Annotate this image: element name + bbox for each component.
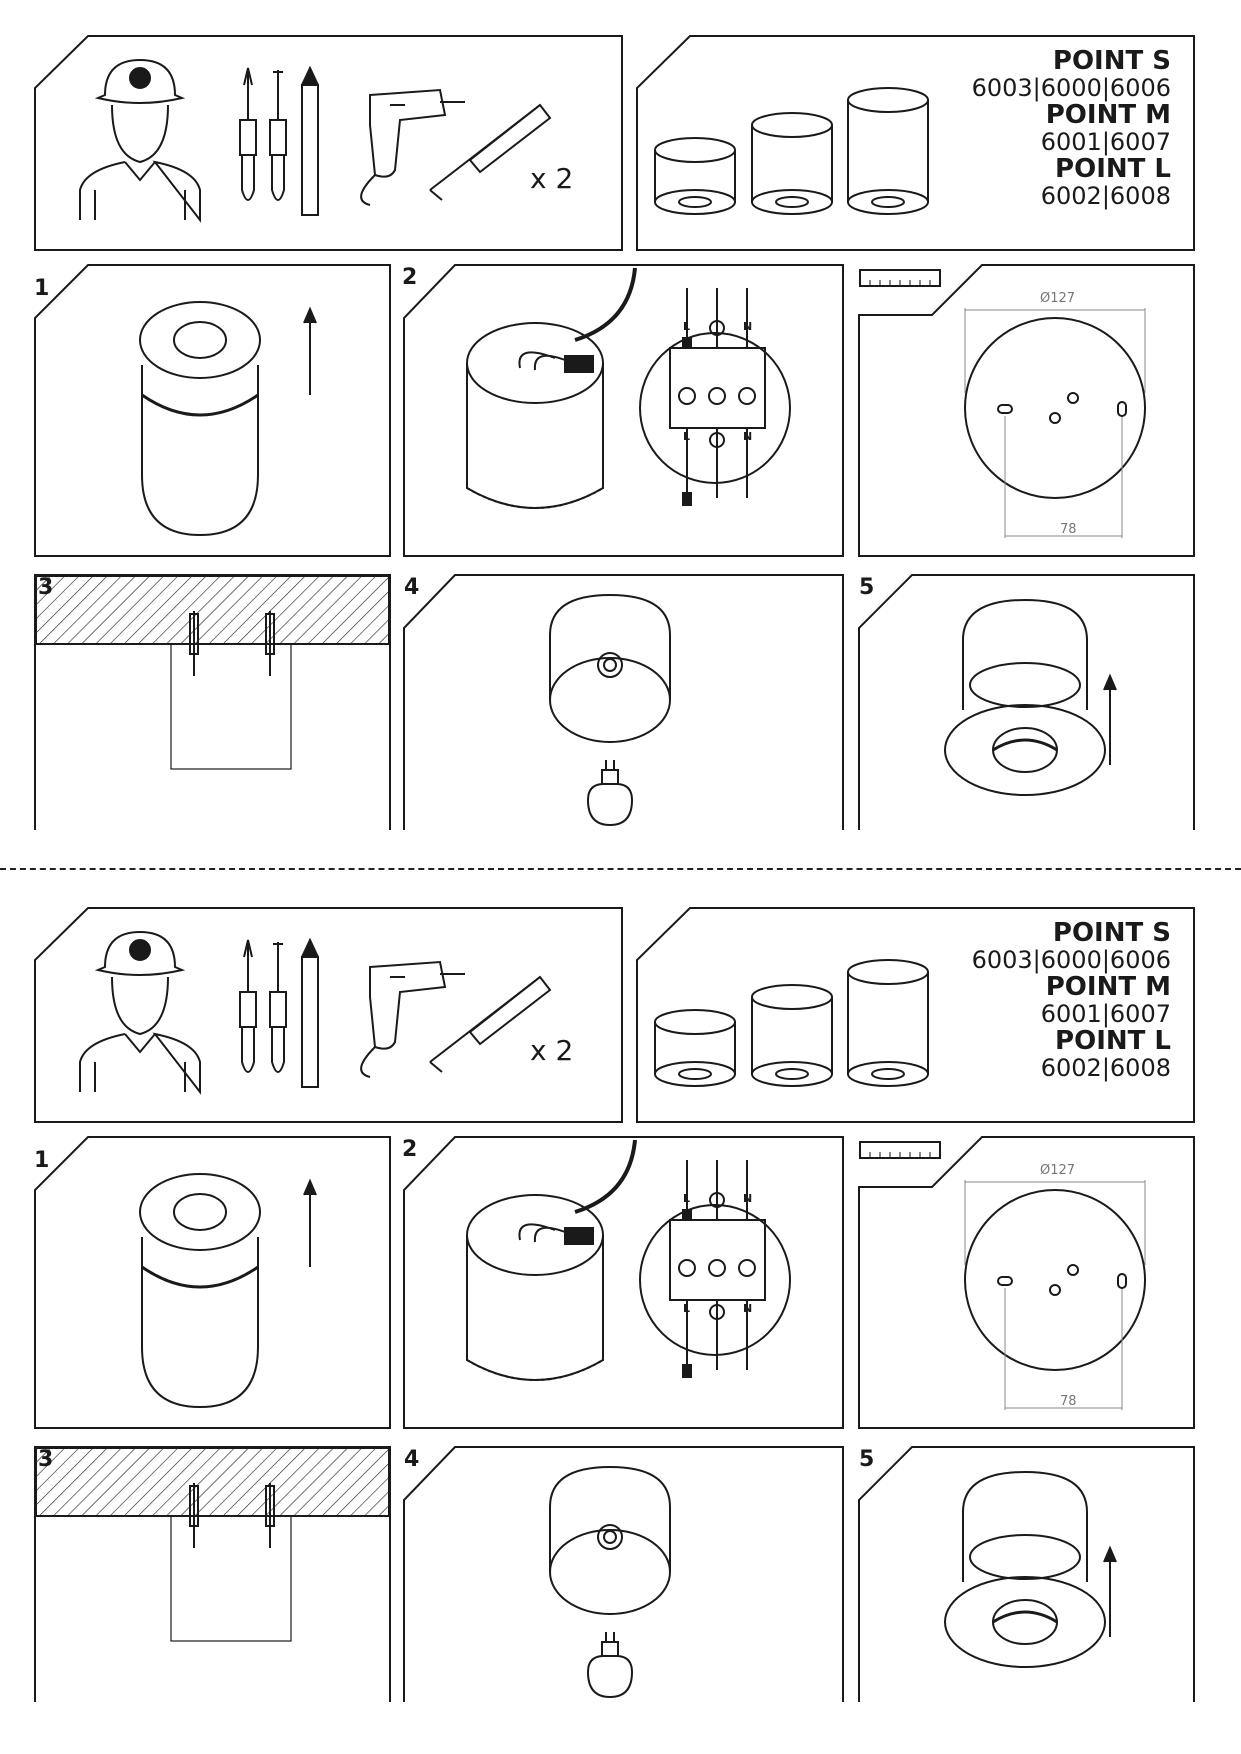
model-codes: 6001|6007 <box>1040 128 1171 156</box>
step-number: 4 <box>404 1447 420 1472</box>
screw-quantity: x 2 <box>530 162 574 195</box>
model-list <box>972 920 1171 1082</box>
model-name: POINT L <box>1055 1026 1171 1056</box>
model-name: POINT M <box>1045 100 1171 130</box>
terminal-label-live: L <box>683 1302 691 1315</box>
step-number: 2 <box>402 1137 418 1162</box>
electrician-icon <box>80 1034 200 1092</box>
model-codes: 6002|6008 <box>1040 1054 1171 1082</box>
step-number: 2 <box>402 265 418 290</box>
lamp-small-icon <box>655 1010 735 1086</box>
screwdriver-icon <box>270 70 286 200</box>
instruction-sheet-top <box>0 0 1241 830</box>
lamp-medium-icon <box>752 113 832 214</box>
pencil-icon <box>302 940 318 1087</box>
terminal-label-live: L <box>683 320 691 333</box>
terminal-label-neutral: N <box>743 320 753 333</box>
screwdriver-icon <box>240 940 256 1072</box>
model-name: POINT S <box>1052 46 1171 76</box>
lamp-large-icon <box>848 88 928 214</box>
model-codes: 6003|6000|6006 <box>971 946 1171 974</box>
tools-illustration <box>70 922 610 1112</box>
step-number: 5 <box>859 1447 875 1472</box>
model-name: POINT M <box>1045 972 1171 1002</box>
step1-illustration <box>130 1167 330 1417</box>
model-list <box>972 48 1171 210</box>
step3-mounting-illustration <box>36 1448 389 1704</box>
step1-illustration <box>130 295 330 545</box>
step4-bulb-illustration <box>540 1457 720 1702</box>
step5-cover-illustration <box>955 600 1175 800</box>
screwdriver-icon <box>270 942 286 1072</box>
diameter-label: Ø127 <box>1040 1163 1076 1178</box>
drill-icon <box>361 90 465 205</box>
drill-icon <box>361 962 465 1077</box>
step-number: 5 <box>859 575 875 600</box>
pencil-icon <box>302 68 318 215</box>
diameter-label: Ø127 <box>1040 291 1076 306</box>
model-name: POINT S <box>1052 918 1171 948</box>
terminal-block-zoom <box>640 1205 790 1355</box>
hole-spacing-label: 78 <box>1060 1394 1077 1409</box>
model-name: POINT L <box>1055 154 1171 184</box>
lamp-small-icon <box>655 138 735 214</box>
model-codes: 6002|6008 <box>1040 182 1171 210</box>
mounting-bracket <box>171 1516 291 1641</box>
terminal-label-neutral: N <box>743 430 753 443</box>
lamp-large-icon <box>848 960 928 1086</box>
step5-cover-illustration <box>955 1472 1175 1672</box>
step3-mounting-illustration <box>36 576 389 832</box>
terminal-label-neutral: N <box>743 1192 753 1205</box>
screwdriver-icon <box>240 68 256 200</box>
step2-wiring-illustration <box>455 1140 835 1420</box>
mounting-bracket <box>171 644 291 769</box>
terminal-block-zoom <box>640 333 790 483</box>
gu10-bulb-icon <box>588 1632 632 1697</box>
model-sizes-illustration <box>650 952 950 1117</box>
terminal-label-live: L <box>683 430 691 443</box>
model-codes: 6003|6000|6006 <box>971 74 1171 102</box>
model-codes: 6001|6007 <box>1040 1000 1171 1028</box>
dimension-drawing <box>860 268 1190 553</box>
ceiling-hatch <box>36 1448 389 1516</box>
cut-line <box>0 868 1241 870</box>
hole-spacing-label: 78 <box>1060 522 1077 537</box>
terminal-label-neutral: N <box>743 1302 753 1315</box>
model-sizes-illustration <box>650 80 950 245</box>
lamp-medium-icon <box>752 985 832 1086</box>
gu10-bulb-icon <box>588 760 632 825</box>
step4-bulb-illustration <box>540 585 720 830</box>
terminal-label-live: L <box>683 1192 691 1205</box>
instruction-sheet-bottom <box>0 872 1241 1702</box>
step2-wiring-illustration <box>455 268 835 548</box>
ceiling-hatch <box>36 576 389 644</box>
dimension-drawing <box>860 1140 1190 1425</box>
tools-illustration <box>70 50 610 240</box>
step-number: 1 <box>34 276 50 301</box>
electrician-icon <box>80 162 200 220</box>
step-number: 1 <box>34 1148 50 1173</box>
screw-quantity: x 2 <box>530 1034 574 1067</box>
step-number: 4 <box>404 575 420 600</box>
